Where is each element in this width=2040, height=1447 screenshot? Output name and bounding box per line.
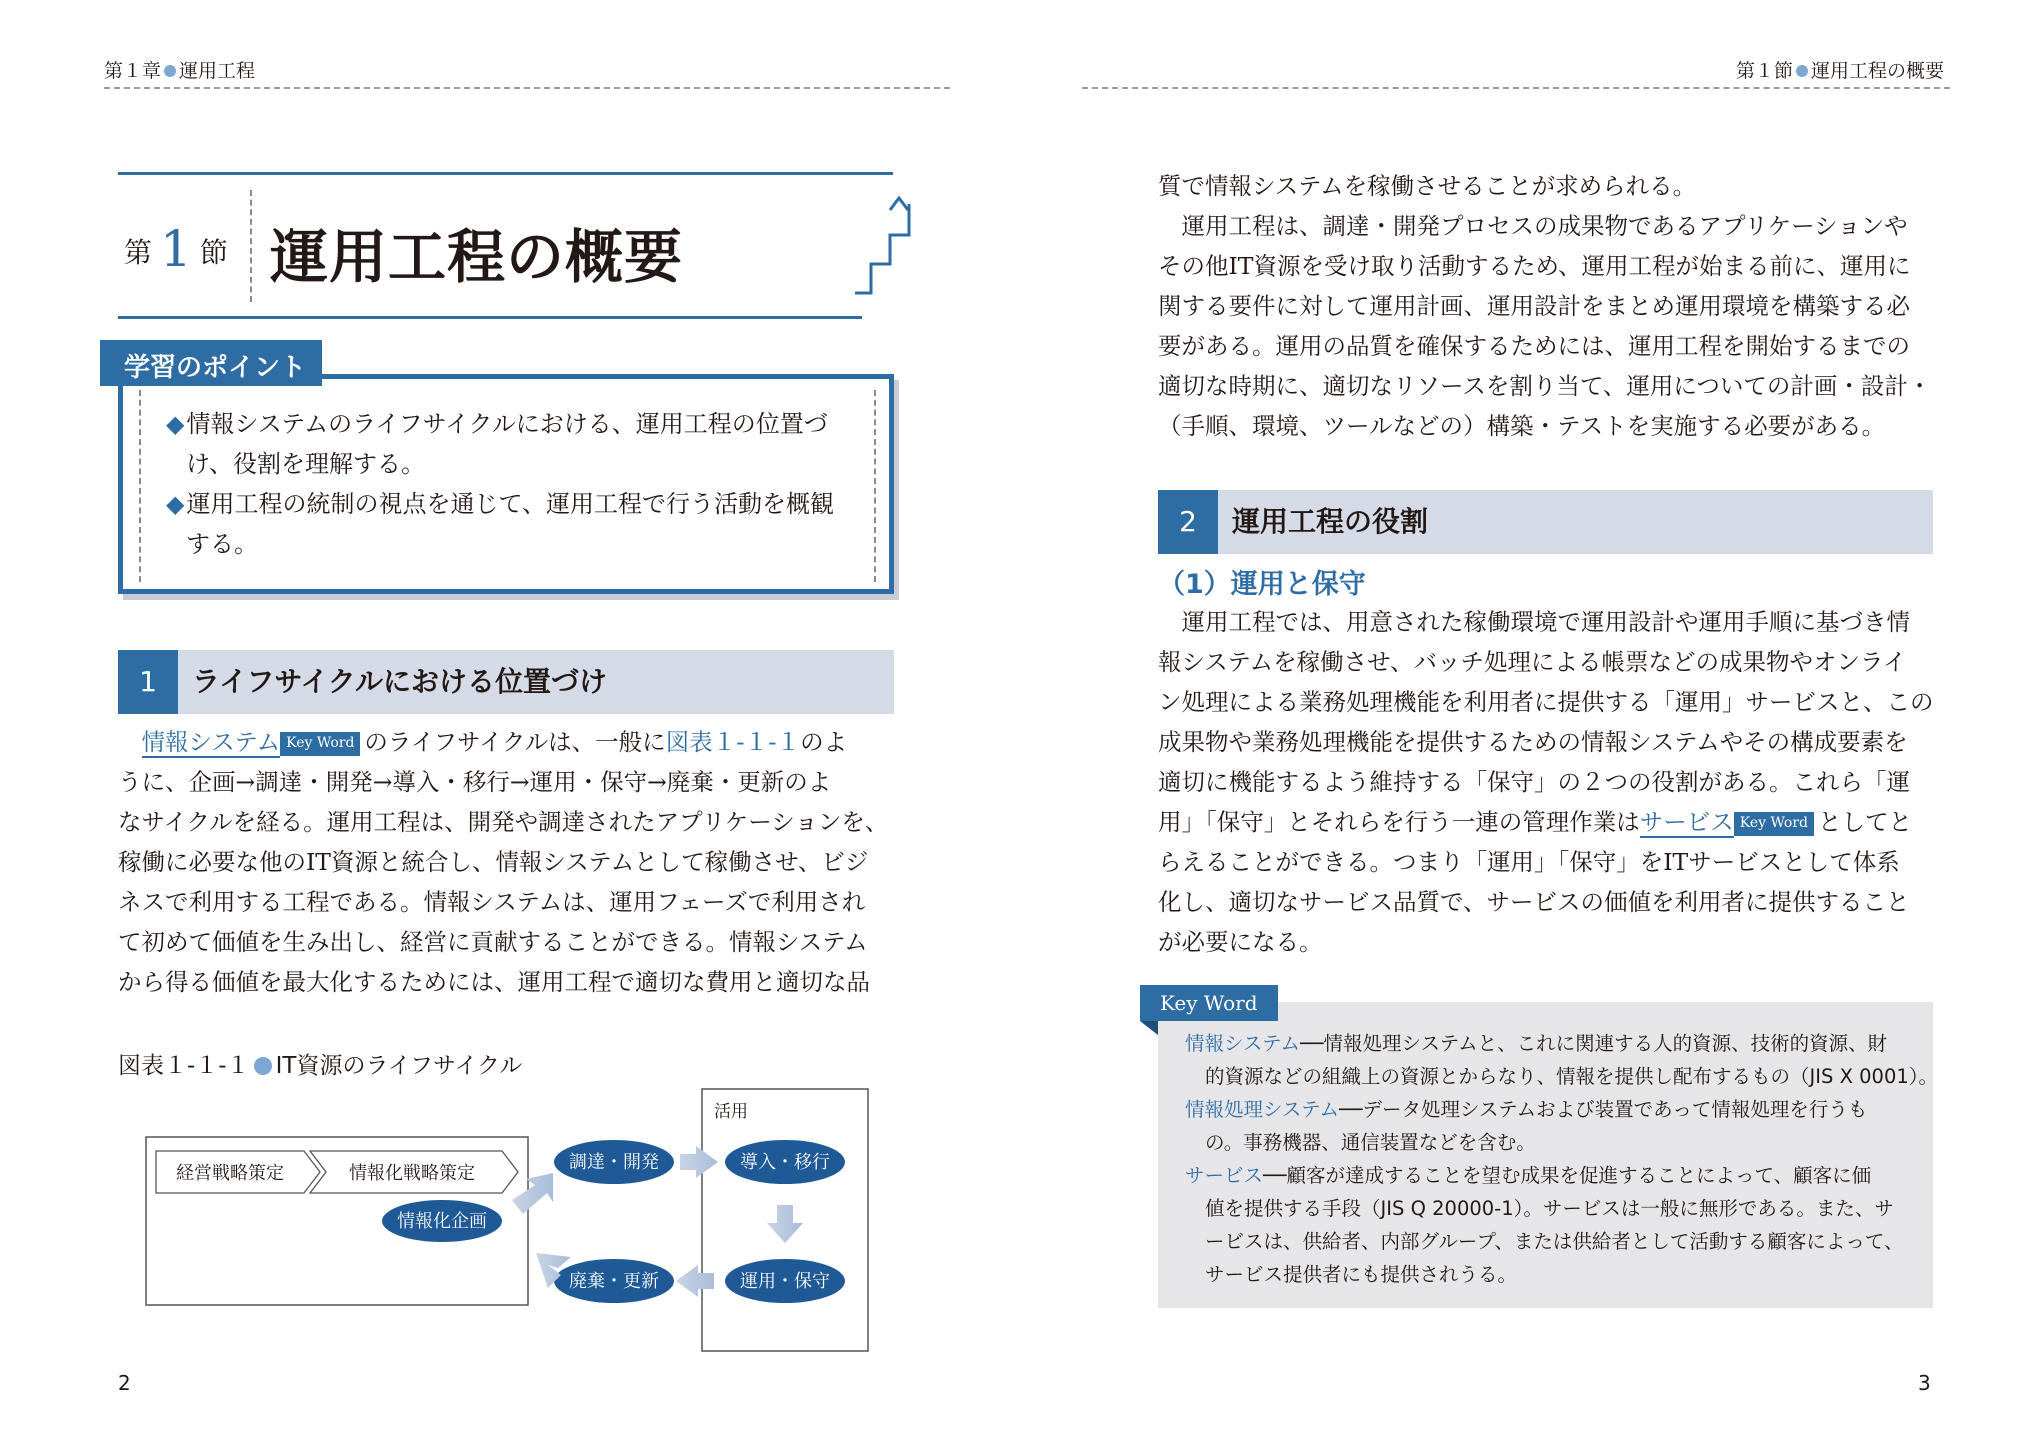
body-line: 運用工程は、調達・開発プロセスの成果物であるアプリケーションや	[1158, 212, 1908, 240]
keyword-definition-line: 情報システム──情報処理システムと、これに関連する人的資源、技術的資源、財	[1185, 1032, 1888, 1055]
section-heading-1	[118, 650, 894, 714]
page-number-left: 2	[118, 1371, 131, 1395]
keyword-link-info-system[interactable]: 情報システム	[141, 728, 281, 756]
keyword-definition-line: 情報処理システム──データ処理システムおよび装置であって情報処理を行うも	[1185, 1098, 1868, 1121]
keyword-definition-line: サービス提供者にも提供されうる。	[1205, 1263, 1518, 1286]
section-title-top-rule	[118, 172, 893, 175]
body-line: ン処理による業務処理機能を利用者に提供する「運用」サービスと、この	[1158, 688, 1934, 716]
bullet-dot-icon	[1796, 65, 1808, 77]
header-divider-left	[104, 87, 950, 89]
section2-body	[1158, 602, 1934, 962]
keyword-definition-line: の。事務機器、通信装置などを含む。	[1205, 1131, 1536, 1154]
body-line: 用」「保守」とそれらを行う一連の管理作業はサービス Key Word としてと	[1158, 808, 1912, 836]
body-line: 運用工程では、用意された稼働環境で運用設計や運用手順に基づき情	[1158, 608, 1910, 636]
keyword-term: 情報処理システム	[1185, 1098, 1340, 1121]
body-line: が必要になる。	[1158, 928, 1323, 956]
body-line: 質で情報システムを稼働させることが求められる。	[1158, 172, 1697, 200]
body-line: うに、企画→調達・開発→導入・移行→運用・保守→廃棄・更新のよ	[118, 768, 832, 796]
body-line: 化し、適切なサービス品質で、サービスの価値を利用者に提供すること	[1158, 888, 1910, 916]
figure-title: IT資源のライフサイクル	[275, 1053, 523, 1079]
section-label: 第１節	[1736, 60, 1794, 82]
body-line: （手順、環境、ツールなどの）構築・テストを実施する必要がある。	[1158, 412, 1886, 440]
chapter-label: 第１章	[104, 60, 162, 82]
keyword-box-tab: Key Word	[1140, 985, 1278, 1021]
body-line: 稼働に必要な他のIT資源と統合し、情報システムとして稼働させ、ビジ	[118, 848, 869, 876]
page-number-right: 3	[1918, 1371, 1931, 1395]
section-title-small: 運用工程の概要	[1811, 60, 1945, 82]
header-divider-right	[1082, 87, 1950, 89]
section-title-bottom-rule	[118, 316, 862, 319]
section-heading-2	[1158, 490, 1933, 554]
body-line: なサイクルを経る。運用工程は、開発や調達されたアプリケーションを、	[118, 808, 889, 836]
learning-point-item: ◆運用工程の統制の視点を通じて、運用工程で行う活動を概観 する。	[166, 490, 834, 558]
bullet-dot-icon	[164, 65, 176, 77]
section-heading-title: 運用工程の役割	[1232, 505, 1429, 538]
keyword-tab-fold	[1140, 1021, 1158, 1035]
body-line: 情報システム Key Word のライフサイクルは、一般に図表１-１-１のよ	[141, 728, 848, 756]
diamond-bullet-icon: ◆	[166, 490, 185, 518]
keyword-badge: Key Word	[1734, 812, 1814, 836]
diamond-bullet-icon: ◆	[166, 410, 185, 438]
figure-caption	[118, 1047, 522, 1080]
page-title: 運用工程の概要	[270, 223, 684, 291]
learning-points-dash-right	[874, 390, 876, 582]
chapter-title: 運用工程	[179, 60, 256, 82]
keyword-definition-line: 的資源などの組織上の資源とからなり、情報を提供し配布するもの（JIS X 0001）。	[1205, 1065, 1939, 1088]
node-introduce-label: 導入・移行	[740, 1152, 830, 1173]
section-number-label: 第 1 節	[124, 220, 228, 278]
keyword-link-service[interactable]: サービス	[1639, 808, 1734, 836]
keyword-definition-line: ービスは、供給者、内部グループ、または供給者として活動する顧客によって、	[1205, 1230, 1904, 1253]
node-dispose-label: 廃棄・更新	[569, 1271, 659, 1292]
learning-point-item: ◆情報システムのライフサイクルにおける、運用工程の位置づ け、役割を理解する。	[166, 410, 828, 478]
keyword-term: サービス	[1185, 1164, 1264, 1187]
section1-body	[118, 722, 888, 1002]
body-line: 成果物や業務処理機能を提供するための情報システムやその構成要素を	[1158, 728, 1908, 756]
running-header-right	[1736, 56, 1944, 83]
lifecycle-diagram	[140, 1085, 880, 1355]
body-line: 要がある。運用の品質を確保するためには、運用工程を開始するまでの	[1158, 332, 1910, 360]
keyword-definitions	[1185, 1027, 1938, 1291]
keyword-definition-line: 値を提供する手段（JIS Q 20000-1）。サービスは一般に無形である。また、サ	[1205, 1197, 1894, 1220]
node-operate-label: 運用・保守	[740, 1271, 830, 1292]
figure-reference-link[interactable]: 図表１-１-１	[665, 728, 801, 756]
info-strategy-label: 情報化戦略策定	[349, 1163, 475, 1184]
running-header-left	[104, 56, 255, 83]
subsection-heading: （1）運用と保守	[1158, 569, 1366, 600]
right-intro-body	[1158, 166, 1931, 446]
body-line: から得る価値を最大化するためには、運用工程で適切な費用と適切な品	[118, 968, 870, 996]
node-procure-label: 調達・開発	[569, 1152, 659, 1173]
keyword-definition-line: サービス──顧客が達成することを望む成果を促進することによって、顧客に価	[1185, 1164, 1872, 1187]
section-number: 1	[160, 220, 192, 278]
body-line: その他IT資源を受け取り活動するため、運用工程が始まる前に、運用に	[1158, 252, 1911, 280]
figure-id: 図表１-１-１	[118, 1053, 250, 1079]
body-line: 適切に機能するよう維持する「保守」の２つの役割がある。これら「運	[1158, 768, 1910, 796]
section-title-divider	[250, 190, 252, 302]
body-line: 関する要件に対して運用計画、運用設計をまとめ運用環境を構築する必	[1158, 292, 1910, 320]
learning-points-tab: 学習のポイント	[100, 340, 322, 386]
keyword-badge: Key Word	[280, 732, 360, 756]
learning-points-dash-left	[139, 390, 141, 582]
bullet-dot-icon	[254, 1057, 272, 1075]
section-heading-number: 2	[1158, 490, 1218, 554]
section-heading-number: 1	[118, 650, 178, 714]
body-line: て初めて価値を生み出し、経営に貢献することができる。情報システム	[118, 928, 868, 956]
body-line: らえることができる。つまり「運用」「保守」をITサービスとして体系	[1158, 848, 1900, 876]
stairs-arrow-icon	[855, 190, 915, 322]
utilization-label: 活用	[714, 1102, 748, 1122]
strategy-label: 経営戦略策定	[176, 1163, 284, 1184]
body-line: ネスで利用する工程である。情報システムは、運用フェーズで利用され	[118, 888, 866, 916]
body-line: 適切な時期に、適切なリソースを割り当て、運用についての計画・設計・	[1158, 372, 1932, 400]
keyword-term: 情報システム	[1185, 1032, 1301, 1055]
body-line: 報システムを稼働させ、バッチ処理による帳票などの成果物やオンライ	[1158, 648, 1907, 676]
info-plan-label: 情報化企画	[397, 1211, 487, 1232]
section-heading-title: ライフサイクルにおける位置づけ	[192, 665, 607, 698]
